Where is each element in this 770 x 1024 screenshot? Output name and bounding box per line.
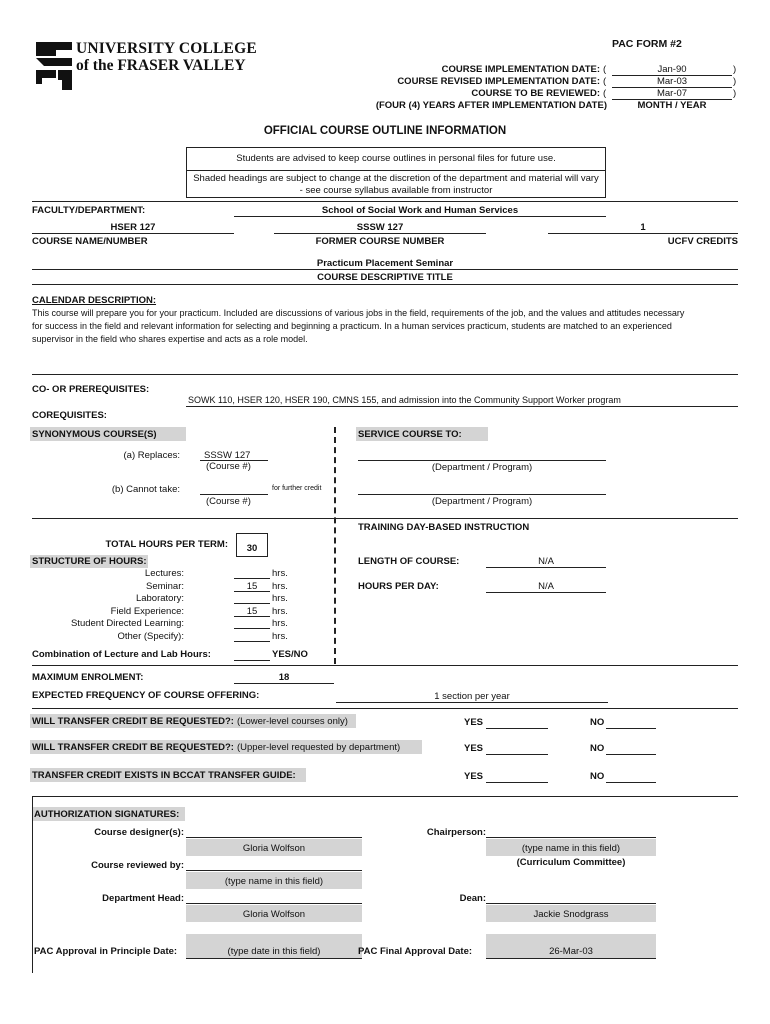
transfer-q1: WILL TRANSFER CREDIT BE REQUESTED?: xyxy=(32,716,234,727)
length-label: LENGTH OF COURSE: xyxy=(358,556,460,567)
descriptive-title[interactable]: Practicum Placement Seminar xyxy=(316,258,454,269)
hours-per-day-label: HOURS PER DAY: xyxy=(358,581,439,592)
ucfv-credits[interactable]: 1 xyxy=(640,222,646,233)
pac-principle-value[interactable]: (type date in this field) xyxy=(227,946,321,957)
ucfv-logo-mark xyxy=(34,40,74,92)
total-hours-label: TOTAL HOURS PER TERM: xyxy=(105,539,228,550)
length-value[interactable]: N/A xyxy=(538,556,554,567)
hours-row-unit: hrs. xyxy=(272,568,288,579)
transfer-q1-yes: YES xyxy=(464,717,484,728)
hours-row-line xyxy=(234,628,270,629)
total-hours-value: 30 xyxy=(246,543,258,554)
bracket-close-2: ) xyxy=(733,76,737,87)
hours-row-line xyxy=(234,641,270,642)
course-number-label: COURSE NAME/NUMBER xyxy=(32,236,148,247)
calendar-line-3: supervisor in the field who shares expertise and acts as a role model. xyxy=(32,334,308,344)
calendar-label: CALENDAR DESCRIPTION: xyxy=(32,295,157,306)
calendar-line-1: This course will prepare you for your practicum. Included are discussions of various jobs in the field, requirements of the job, and the values and attitudes necessary xyxy=(32,308,685,318)
bracket-open-3: ( xyxy=(603,88,607,99)
review-date-value[interactable]: Mar-07 xyxy=(656,88,688,99)
revised-date-value[interactable]: Mar-03 xyxy=(656,76,688,87)
transfer-q3-no-field[interactable] xyxy=(606,782,656,783)
hours-row-line xyxy=(234,591,270,592)
ucfv-logo xyxy=(34,40,257,90)
transfer-q2-no-field[interactable] xyxy=(606,754,656,755)
combo-label: Combination of Lecture and Lab Hours: xyxy=(32,649,211,660)
coreq-label: COREQUISITES: xyxy=(32,410,107,421)
chair-label: Chairperson: xyxy=(426,827,486,838)
hours-row-unit: hrs. xyxy=(272,593,288,604)
hours-row-label: Other (Specify): xyxy=(117,630,184,642)
transfer-q3-yes: YES xyxy=(464,771,484,782)
transfer-q3-yes-field[interactable] xyxy=(486,782,548,783)
bracket-open-2: ( xyxy=(603,76,607,87)
reviewed-label: Course reviewed by: xyxy=(91,860,184,871)
revised-date-label: COURSE REVISED IMPLEMENTATION DATE: xyxy=(397,76,600,87)
hours-row-line xyxy=(234,603,270,604)
prereq-value[interactable]: SOWK 110, HSER 120, HSER 190, CMNS 155, and admission into the Community Support Worker program xyxy=(188,395,621,405)
bracket-close-3: ) xyxy=(733,88,737,99)
faculty-value[interactable]: School of Social Work and Human Services xyxy=(321,205,519,216)
pac-principle-label: PAC Approval in Principle Date: xyxy=(34,946,178,957)
course-number[interactable]: HSER 127 xyxy=(110,222,156,233)
reviewed-value[interactable]: (type name in this field) xyxy=(224,876,324,887)
cannot-take-label: (b) Cannot take: xyxy=(111,484,180,495)
hours-row-label: Student Directed Learning: xyxy=(70,618,184,629)
notice-2a: Shaded headings are subject to change at the discretion of the department and material will vary xyxy=(193,173,599,184)
transfer-q2-note: (Upper-level requested by department) xyxy=(237,742,401,753)
dean-value[interactable]: Jackie Snodgrass xyxy=(533,909,609,920)
auth-label: AUTHORIZATION SIGNATURES: xyxy=(34,809,180,820)
further-credit: for further credit xyxy=(272,485,322,492)
training-label: TRAINING DAY-BASED INSTRUCTION xyxy=(358,522,530,533)
former-course-number[interactable]: SSSW 127 xyxy=(356,222,404,233)
descriptive-title-label: COURSE DESCRIPTIVE TITLE xyxy=(317,272,453,283)
bracket-close-1: ) xyxy=(733,64,737,75)
month-year-label: MONTH / YEAR xyxy=(637,100,707,111)
hours-row-line xyxy=(234,578,270,579)
pac-final-label: PAC Final Approval Date: xyxy=(358,946,473,957)
hours-row-value[interactable]: 15 xyxy=(246,605,258,617)
service-label: SERVICE COURSE TO: xyxy=(358,429,462,440)
hours-per-day-value[interactable]: N/A xyxy=(538,581,554,592)
notice-box-1 xyxy=(186,147,606,171)
hours-row-unit: hrs. xyxy=(272,580,288,592)
logo-line2: of the FRASER VALLEY xyxy=(76,57,246,74)
former-course-label: FORMER COURSE NUMBER xyxy=(315,236,445,247)
head-value[interactable]: Gloria Wolfson xyxy=(242,909,306,920)
notice-2b: - see course syllabus available from instructor xyxy=(299,185,493,196)
curriculum-label: (Curriculum Committee) xyxy=(516,857,626,868)
replaces-value[interactable]: SSSW 127 xyxy=(204,450,251,461)
transfer-q2: WILL TRANSFER CREDIT BE REQUESTED?: xyxy=(32,742,234,753)
bracket-open-1: ( xyxy=(603,64,607,75)
transfer-q3-no: NO xyxy=(590,771,605,782)
dean-label: Dean: xyxy=(459,893,486,904)
structure-label: STRUCTURE OF HOURS: xyxy=(32,556,147,567)
replaces-label: (a) Replaces: xyxy=(123,450,180,461)
enrolment-label: MAXIMUM ENROLMENT: xyxy=(32,672,144,683)
enrolment-value[interactable]: 18 xyxy=(278,672,290,683)
form-id: PAC FORM #2 xyxy=(612,38,682,50)
transfer-q1-note: (Lower-level courses only) xyxy=(237,716,348,727)
calendar-line-2: for success in the field and relevant information for selecting and beginning a practicum. In a human services practicum, students are matched to an experienced xyxy=(32,321,672,331)
head-label: Department Head: xyxy=(102,893,184,904)
hours-row-value[interactable]: 15 xyxy=(246,580,258,592)
hours-row-unit: hrs. xyxy=(272,618,288,629)
notice-1: Students are advised to keep course outlines in personal files for future use. xyxy=(236,153,556,164)
impl-date-value[interactable]: Jan-90 xyxy=(657,64,687,75)
review-date-label: COURSE TO BE REVIEWED: xyxy=(471,88,600,99)
designer-label: Course designer(s): xyxy=(94,827,184,838)
notice-box-2 xyxy=(186,170,606,198)
prereq-label: CO- OR PREREQUISITES: xyxy=(32,384,150,395)
combo-value[interactable]: YES/NO xyxy=(272,649,308,660)
service-dept-2: (Department / Program) xyxy=(431,496,533,507)
impl-date-label: COURSE IMPLEMENTATION DATE: xyxy=(441,64,600,75)
hours-row-label: Lectures: xyxy=(144,568,184,579)
hours-row-unit: hrs. xyxy=(272,630,288,642)
frequency-label: EXPECTED FREQUENCY OF COURSE OFFERING: xyxy=(32,690,260,701)
logo-line1: UNIVERSITY COLLEGE xyxy=(76,40,257,57)
total-hours-box[interactable] xyxy=(236,533,268,557)
hours-row-unit: hrs. xyxy=(272,605,288,617)
hours-row-label: Seminar: xyxy=(145,580,184,592)
transfer-q2-no: NO xyxy=(590,743,605,754)
designer-value[interactable]: Gloria Wolfson xyxy=(242,843,306,854)
transfer-q2-yes-field[interactable] xyxy=(486,754,548,755)
chair-value[interactable]: (type name in this field) xyxy=(521,843,621,854)
hours-row-label: Laboratory: xyxy=(135,593,184,604)
hours-row-label: Field Experience: xyxy=(110,605,184,617)
cannot-course-hash: (Course #) xyxy=(206,496,251,507)
frequency-value[interactable]: 1 section per year xyxy=(434,691,510,702)
transfer-q1-no: NO xyxy=(590,717,605,728)
transfer-q2-yes: YES xyxy=(464,743,484,754)
transfer-q1-yes-field[interactable] xyxy=(486,728,548,729)
synonymous-label: SYNONYMOUS COURSE(S) xyxy=(32,429,157,440)
page-title: OFFICIAL COURSE OUTLINE INFORMATION xyxy=(263,125,507,137)
replaces-course-hash: (Course #) xyxy=(206,461,251,472)
pac-final-value[interactable]: 26-Mar-03 xyxy=(549,946,593,957)
ucfv-credits-label: UCFV CREDITS xyxy=(667,236,738,247)
service-dept-1: (Department / Program) xyxy=(431,462,533,473)
transfer-q1-no-field[interactable] xyxy=(606,728,656,729)
faculty-label: FACULTY/DEPARTMENT: xyxy=(32,205,146,216)
four-years-label: (FOUR (4) YEARS AFTER IMPLEMENTATION DATE) xyxy=(375,100,607,111)
hours-row-line xyxy=(234,616,270,617)
transfer-q3: TRANSFER CREDIT EXISTS IN BCCAT TRANSFER GUIDE: xyxy=(32,770,296,781)
